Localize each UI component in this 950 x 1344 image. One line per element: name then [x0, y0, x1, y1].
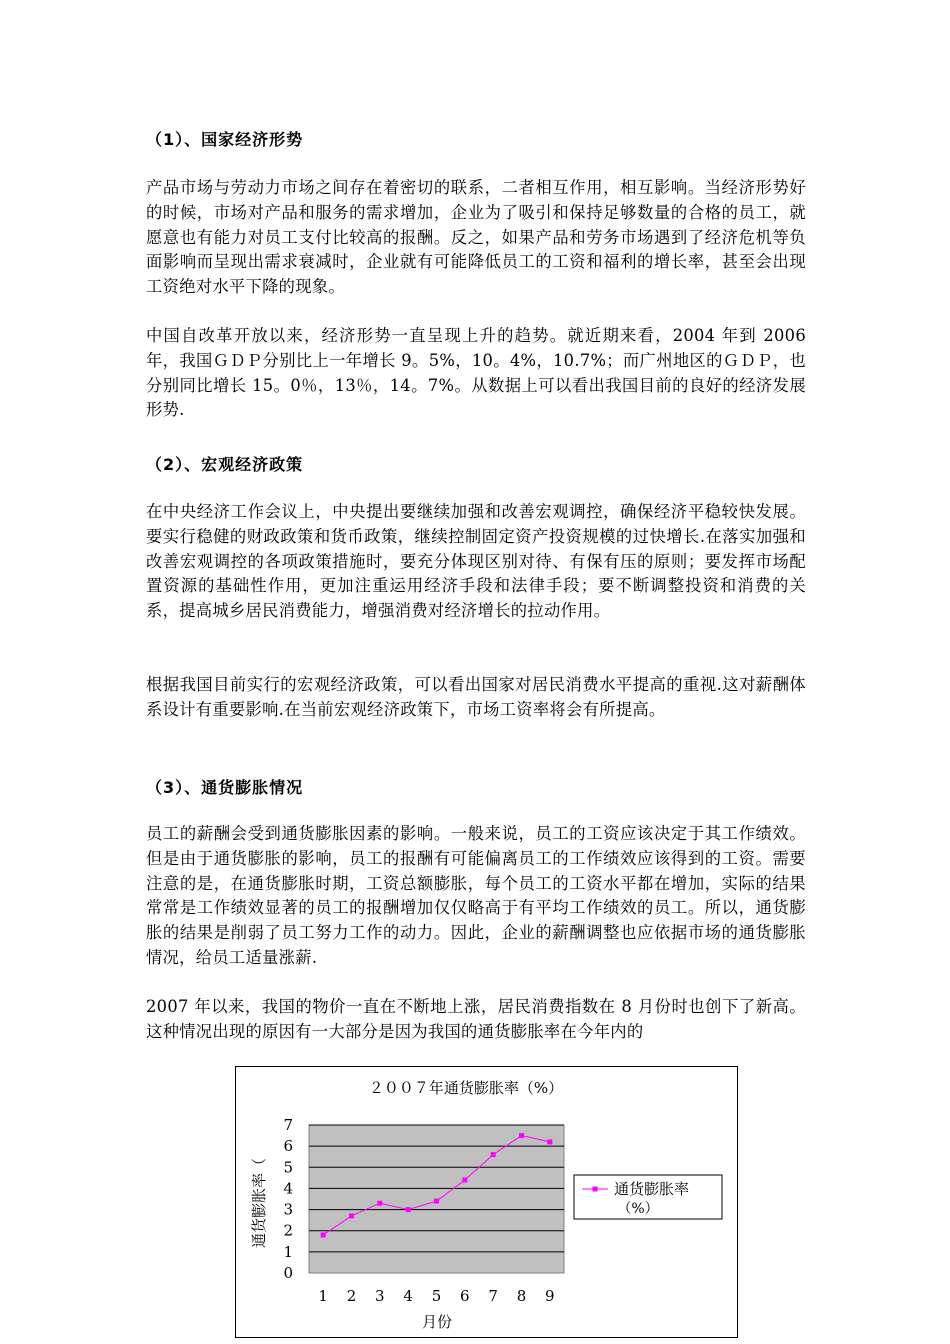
- x-tick-label: 9: [545, 1287, 555, 1305]
- x-axis-label: 月份: [421, 1313, 453, 1331]
- legend-unit: （%）: [617, 1201, 659, 1217]
- section3-paragraph1: 员工的薪酬会受到通货膨胀因素的影响。一般来说，员工的工资应该决定于其工作绩效。但是由于通货膨胀的影响，员工的报酬有可能偏离员工的工作绩效应该得到的工资。需要注意的是，在通货膨胀时期，工资总额膨胀，每个员工的工资水平都在增加，实际的结果常常是工作绩效显著的员工的报酬增加仅仅略高于有平均工作绩效的员工。所以，通货膨胀的结果是削弱了员工努力工作的动力。因此，企业的薪酬调整也应依据市场的通货膨胀情况，给员工适量涨薪.: [146, 824, 806, 967]
- x-tick-label: 1: [318, 1287, 328, 1305]
- y-tick-label: 6: [283, 1137, 293, 1156]
- section1-paragraph1: 产品市场与劳动力市场之间存在着密切的联系，二者相互作用，相互影响。当经济形势好的时候，市场对产品和服务的需求增加，企业为了吸引和保持足够数量的合格的员工，就愿意也有能力对员工支付比较高的报酬。反之，如果产品和劳务市场遇到了经济危机等负面影响而呈现出需求衰减时，企业就有可能降低员工的工资和福利的增长率，甚至会出现工资绝对水平下降的现象。: [146, 178, 806, 297]
- x-tick-label: 8: [516, 1287, 527, 1305]
- section3-heading: （3）、通货膨胀情况: [146, 778, 304, 797]
- chart-title: ２００７年通货膨胀率（%）: [368, 1079, 564, 1097]
- legend-marker: [593, 1187, 598, 1192]
- x-tick-label: 4: [403, 1287, 413, 1305]
- section3-paragraph2: 2007 年以来，我国的物价一直在不断地上涨，居民消费指数在 8 月份时也创下了新高。这种情况出现的原因有一大部分是因为我国的通货膨胀率在今年内的: [146, 997, 806, 1041]
- section1-paragraph2: 中国自改革开放以来，经济形势一直呈现上升的趋势。就近期来看，2004 年到 2006 年，我国ＧＤＰ分别比上一年增长 9。5%，10。4%，10.7%；而广州地区的ＧＤＰ，也分别同比增长 15。0％，13％，14。7%。从数据上可以看出我国目前的良好的经济发展形势.: [146, 326, 806, 420]
- inflation-chart: [235, 1066, 738, 1338]
- legend-label: 通货膨胀率: [614, 1180, 690, 1198]
- y-tick-label: 4: [283, 1179, 293, 1198]
- data-point: [349, 1213, 354, 1218]
- legend: [574, 1175, 722, 1219]
- data-point: [434, 1199, 439, 1204]
- y-tick-label: 3: [283, 1200, 293, 1219]
- x-tick-label: 2: [346, 1287, 357, 1305]
- section2-paragraph2: 根据我国目前实行的宏观经济政策，可以看出国家对居民消费水平提高的重视.这对薪酬体系设计有重要影响.在当前宏观经济政策下，市场工资率将会有所提高。: [146, 675, 806, 719]
- data-point: [406, 1207, 411, 1212]
- y-tick-label: 2: [283, 1221, 293, 1240]
- y-axis-label: 通货膨胀率（: [250, 1157, 268, 1249]
- plot-area: [283, 1116, 564, 1305]
- section2-heading: （2）、宏观经济政策: [146, 455, 304, 474]
- x-tick-label: 3: [375, 1287, 385, 1305]
- y-tick-label: 7: [283, 1116, 293, 1134]
- x-tick-label: 7: [488, 1287, 498, 1305]
- data-point: [462, 1177, 467, 1182]
- data-point: [491, 1152, 496, 1157]
- y-tick-label: 1: [283, 1242, 293, 1261]
- y-tick-label: 5: [283, 1158, 293, 1177]
- x-tick-label: 6: [460, 1287, 470, 1305]
- y-tick-label: 0: [283, 1264, 293, 1282]
- x-tick-label: 5: [431, 1287, 442, 1305]
- section1-heading: （1）、国家经济形势: [146, 130, 304, 149]
- data-point: [377, 1201, 382, 1206]
- section2-paragraph1: 在中央经济工作会议上，中央提出要继续加强和改善宏观调控，确保经济平稳较快发展。要实行稳健的财政政策和货币政策，继续控制固定资产投资规模的过快增长.在落实加强和改善宏观调控的各项政策措施时，要充分体现区别对待、有保有压的原则；要发挥市场配置资源的基础性作用，更加注重运用经济手段和法律手段；要不断调整投资和消费的关系，提高城乡居民消费能力，增强消费对经济增长的拉动作用。: [146, 502, 806, 621]
- data-point: [321, 1232, 326, 1237]
- data-point: [547, 1139, 552, 1144]
- data-point: [519, 1133, 524, 1138]
- chart-svg: [236, 1067, 737, 1337]
